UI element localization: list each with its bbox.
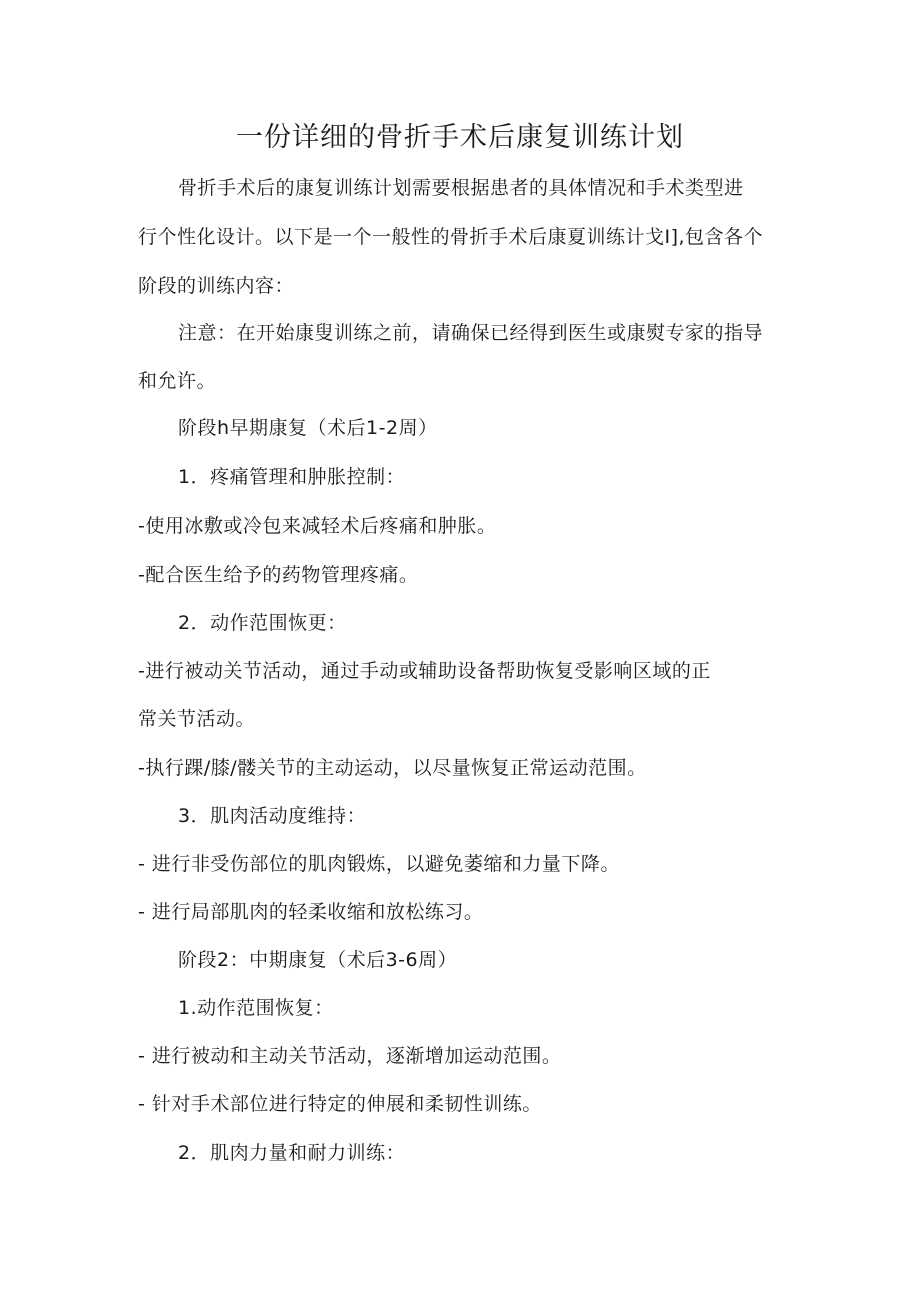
stage-1-item-1-point-1: -使用冰敷或冷包来减轻术后疼痛和肿胀。 (138, 515, 497, 537)
note-line-1: 注意：在开始康叟训练之前，请确保已经得到医生或康熨专家的指导 (178, 322, 764, 344)
document-title: 一份详细的骨折手术后康复训练计划 (236, 122, 684, 153)
stage-1-item-3-point-1: - 进行非受伤部位的肌肉锻炼，以避免萎缩和力量下降。 (138, 853, 620, 875)
stage-1-item-2-point-1-cont: 常关节活动。 (138, 708, 256, 730)
note-line-2: 和允许。 (138, 370, 217, 392)
stage-1-item-1-heading: 1．疼痛管理和肿胀控制： (178, 466, 406, 488)
stage-1-item-2-heading: 2．动作范围恢更： (178, 612, 347, 634)
stage-1-item-3-heading: 3．肌肉活动度维持： (178, 805, 367, 827)
stage-1-item-2-point-1: -进行被动关节活动，通过手动或辅助设备帮助恢复受影响区域的正 (138, 660, 711, 682)
stage-1-item-3-point-2: - 进行局部肌肉的轻柔收缩和放松练习。 (138, 901, 484, 923)
stage-2-heading: 阶段2：中期康复（术后3-6周） (178, 949, 458, 971)
stage-2-item-1-point-1: - 进行被动和主动关节活动，逐渐增加运动范围。 (138, 1045, 562, 1067)
intro-line-2: 行个性化设计。以下是一个一般性的骨折手术后康夏训练计戈I],包含各个 (138, 226, 764, 248)
stage-2-item-1-heading: 1.动作范围恢复： (178, 997, 334, 1019)
stage-2-item-2-heading: 2．肌肉力量和耐力训练： (178, 1142, 406, 1164)
stage-1-item-2-point-2: -执行踝/膝/髅关节的主动运动，以尽量恢复正常运动范围。 (138, 757, 647, 779)
stage-2-item-1-point-2: - 针对手术部位进行特定的伸展和柔韧性训练。 (138, 1093, 542, 1115)
intro-line-1: 骨折手术后的康复训练计划需要根据患者的具体情况和手术类型进 (178, 177, 744, 199)
stage-1-item-1-point-2: -配合医生给予的药物管理疼痛。 (138, 564, 419, 586)
intro-line-3: 阶段的训练内容： (138, 275, 295, 297)
stage-1-heading: 阶段h早期康复（术后1-2周） (178, 417, 438, 439)
